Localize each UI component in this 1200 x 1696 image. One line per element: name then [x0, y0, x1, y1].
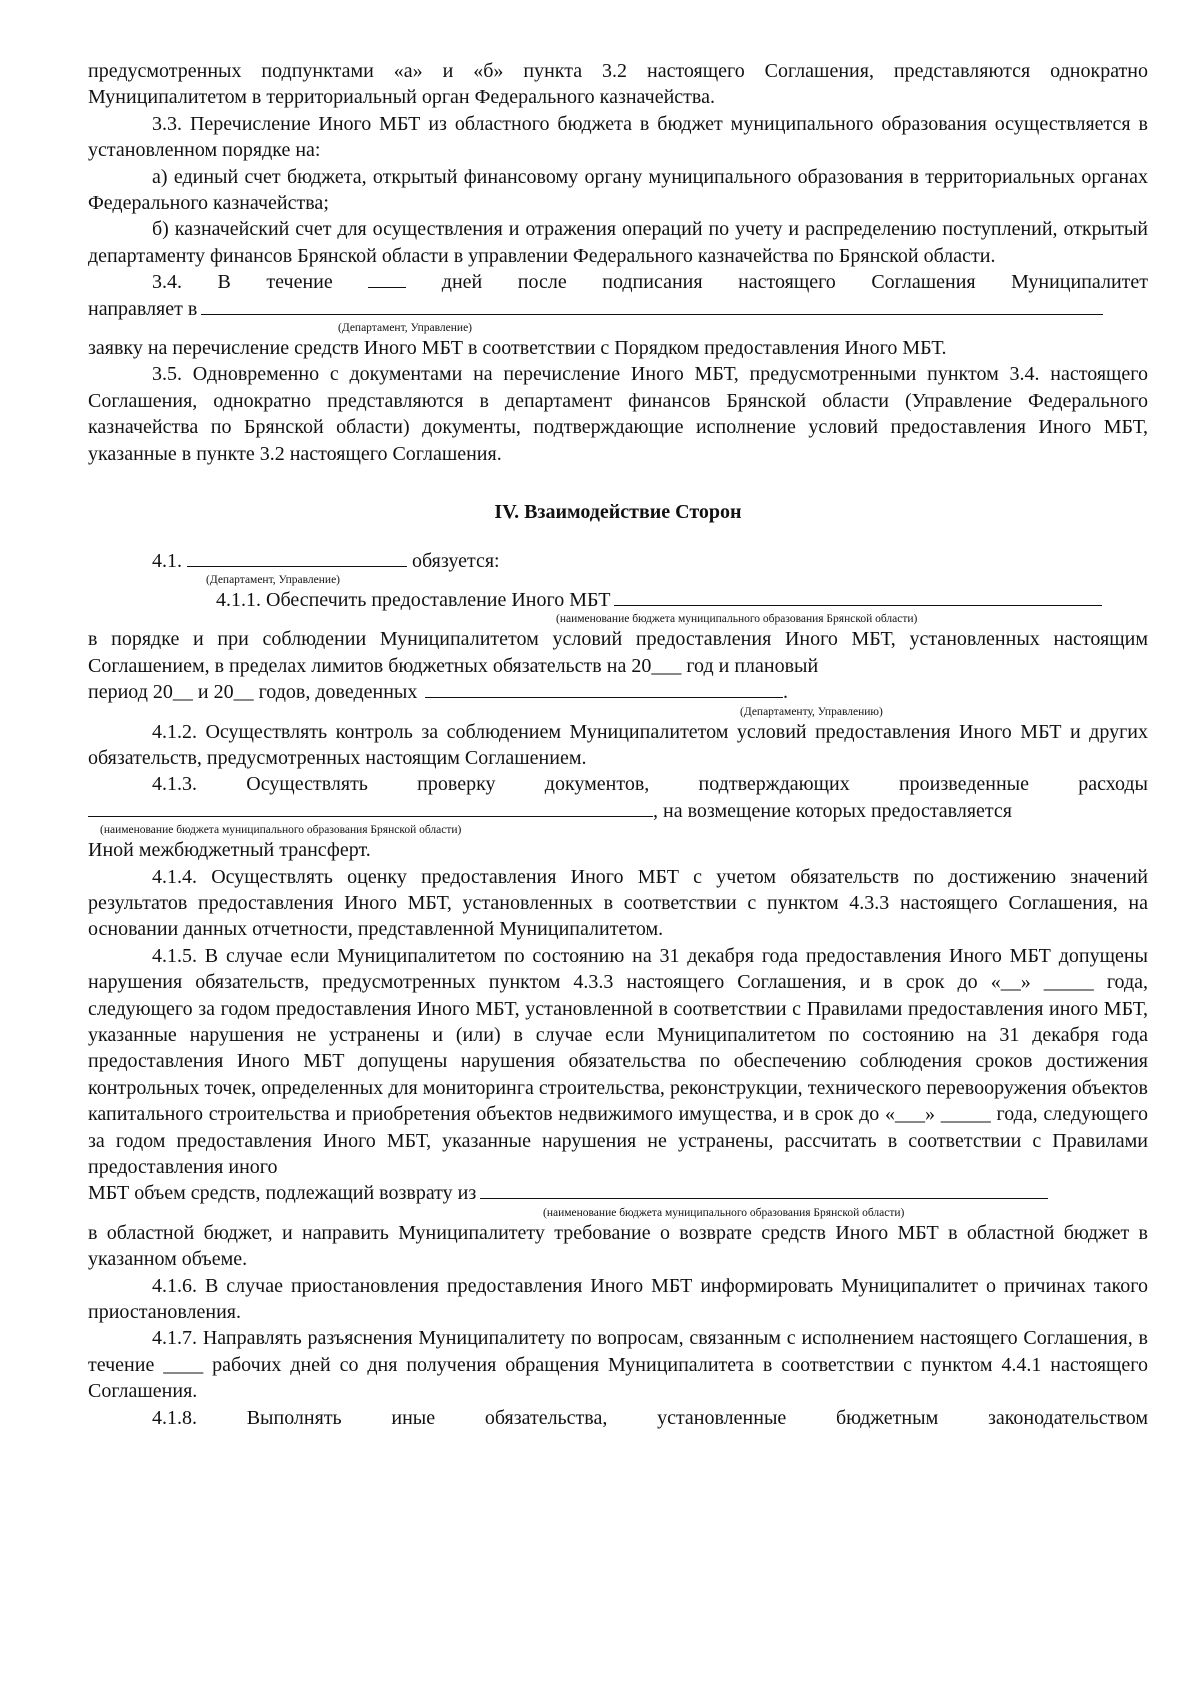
paragraph-3-4-start: 3.4. В течение	[152, 271, 333, 294]
paragraph-3-4-mid: дней после подписания настоящего Соглашения Муниципалитет	[441, 271, 1149, 294]
paragraph-3-4-send-to: направляет в	[88, 297, 198, 320]
paragraph-4-1-5-end: в областной бюджет, и направить Муниципалитету требование о возврате средств Иного МБТ в областной бюджет в указанном объеме.	[88, 1221, 1148, 1271]
budget-name-blank-3	[480, 1180, 1048, 1199]
paragraph-4-1-number: 4.1.	[152, 549, 182, 572]
caption-department-dat: (Департаменту, Управлению)	[740, 705, 883, 718]
paragraph-4-1-1-line1	[88, 587, 1102, 613]
paragraph-4-1-1-period: период 20__ и 20__ годов, доведенных	[88, 681, 418, 704]
paragraph-4-1-3-end: Иной межбюджетный трансферт.	[88, 839, 371, 862]
department-blank	[201, 296, 1103, 315]
caption-budget-name-2: (наименование бюджета муниципального образования Брянской области)	[100, 824, 462, 837]
paragraph-4-1-1-body: в порядке и при соблюдении Муниципалитетом условий предоставления Иного МБТ, установленных настоящим Соглашением, в пределах лимитов бюджетных обязательств на 20___ год и плановый	[88, 628, 1148, 677]
paragraph-3-3: 3.3. Перечисление Иного МБТ из областного бюджета в бюджет муниципального образования осуществляется в установленном порядке на:	[88, 112, 1148, 162]
paragraph-4-1-4: 4.1.4. Осуществлять оценку предоставления Иного МБТ с учетом обязательств по достижению значений результатов предоставления Иного МБТ, установленных в соответствии с пунктом 4.3.3 настоящего Соглашения, на основании данных отчетности, представленной Муниципалитетом.	[88, 865, 1148, 941]
brought-to-blank	[425, 679, 783, 698]
paragraph-3-3-b: б) казначейский счет для осуществления и отражения операций по учету и распределению поступлений, открытый департаменту финансов Брянской области в управлении Федерального казначейства по Брянской области.	[88, 218, 1148, 267]
paragraph-4-1	[88, 548, 1148, 574]
caption-department-2: (Департамент, Управление)	[206, 573, 340, 586]
paragraph-4-1-3-line1: 4.1.3. Осуществлять проверку документов, подтверждающих произведенные расходы	[152, 773, 1148, 796]
paragraph-4-1-obliged: обязуется:	[412, 549, 500, 572]
paragraph-3-5: 3.5. Одновременно с документами на перечисление Иного МБТ, предусмотренными пунктом 3.4. настоящего Соглашения, однократно представляются в департамент финансов Брянской области (Управление Федерального казначейства по Брянской области) документы, подтверждающие исполнение условий предоставления Иного МБТ, указанные в пункте 3.2 настоящего Соглашения.	[88, 363, 1148, 465]
party-blank	[187, 548, 407, 567]
paragraph-4-1-3-line2	[88, 798, 1148, 824]
paragraph-3-4-end: заявку на перечисление средств Иного МБТ в соответствии с Порядком предоставления Иного МБТ.	[88, 337, 947, 360]
paragraph-4-1-7: 4.1.7. Направлять разъяснения Муниципалитету по вопросам, связанным с исполнением настоящего Соглашения, в течение ____ рабочих дней со дня получения обращения Муниципалитета в соответствии с пунктом 4.4.1 настоящего Соглашения.	[88, 1327, 1148, 1403]
paragraph-3-2-end: предусмотренных подпунктами «а» и «б» пункта 3.2 настоящего Соглашения, представляются однократно Муниципалитетом в территориальный орган Федерального казначейства.	[88, 60, 1148, 109]
budget-name-blank	[614, 587, 1102, 606]
paragraph-4-1-5: 4.1.5. В случае если Муниципалитетом по состоянию на 31 декабря года предоставления Иного МБТ допущены нарушения обязательств, предусмотренных пунктом 4.3.3 настоящего Соглашения, и в срок до «__» _____ года, следующего за годом предоставления Иного МБТ, установленной в соответствии с Правилами предоставления иного МБТ, указанные нарушения не устранены и (или) в случае если Муниципалитетом по состоянию на 31 декабря года предоставления Иного МБТ допущены нарушения обязательства по обеспечению соблюдения сроков достижения контрольных точек, определенных для мониторинга строительства, реконструкции, технического перевооружения объектов капитального строительства и приобретения объектов недвижимого имущества, и в срок до «___» _____ года, следующего за годом предоставления Иного МБТ, указанные нарушения не устранены, рассчитать в соответствии с Правилами предоставления иного	[88, 944, 1148, 1179]
paragraph-3-4-line1	[88, 269, 1148, 295]
caption-budget-name-3: (наименование бюджета муниципального образования Брянской области)	[543, 1206, 905, 1219]
paragraph-4-1-1-line-end: период 20__ и 20__ годов, доведенных .	[88, 679, 788, 705]
section-heading-iv: IV. Взаимодействие Сторон	[494, 501, 742, 524]
days-blank	[368, 269, 406, 288]
paragraph-3-4-line2	[88, 296, 1103, 322]
paragraph-4-1-1-start: 4.1.1. Обеспечить предоставление Иного МБТ	[216, 588, 611, 611]
budget-name-blank-2	[88, 798, 653, 817]
paragraph-4-1-3-reimbursement: , на возмещение которых предоставляется	[653, 799, 1012, 822]
paragraph-4-1-6: 4.1.6. В случае приостановления предоставления Иного МБТ информировать Муниципалитет о причинах такого приостановления.	[88, 1274, 1148, 1324]
paragraph-3-3-a: а) единый счет бюджета, открытый финансовому органу муниципального образования в территориальных органах Федерального казначейства;	[88, 165, 1148, 215]
paragraph-4-1-8: 4.1.8. Выполнять иные обязательства, установленные бюджетным законодательством	[152, 1406, 1148, 1429]
paragraph-4-1-5-return: МБТ объем средств, подлежащий возврату из	[88, 1182, 477, 1205]
paragraph-4-1-5-line-return	[88, 1180, 1048, 1206]
caption-budget-name: (наименование бюджета муниципального образования Брянской области)	[556, 613, 918, 626]
caption-department: (Департамент, Управление)	[338, 322, 472, 335]
paragraph-4-1-2: 4.1.2. Осуществлять контроль за соблюдением Муниципалитетом условий предоставления Иного МБТ и других обязательств, предусмотренных настоящим Соглашением.	[88, 720, 1148, 769]
